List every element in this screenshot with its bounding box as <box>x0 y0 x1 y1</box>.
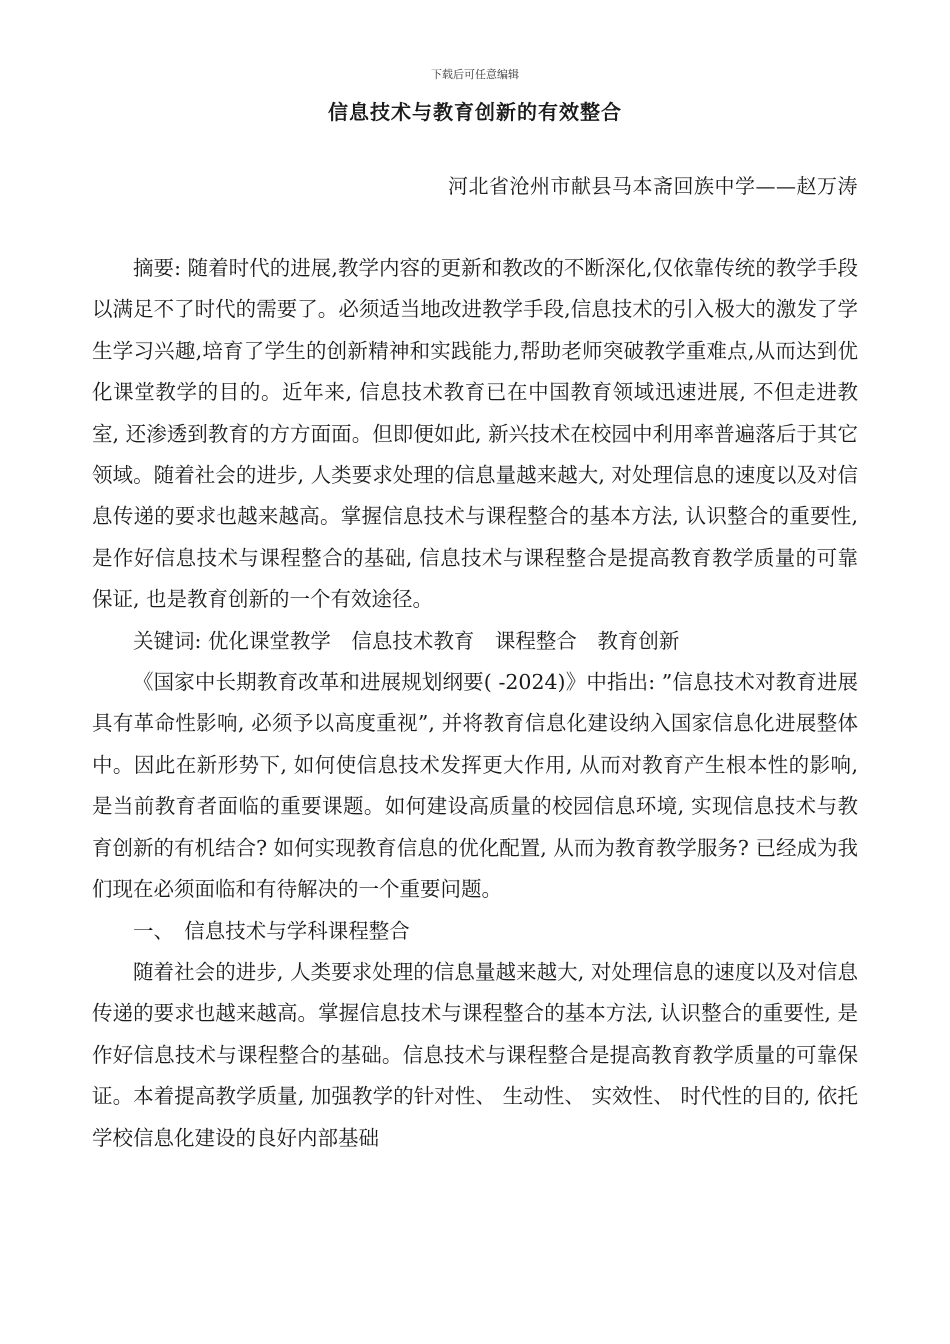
document-title: 信息技术与教育创新的有效整合 <box>328 100 622 124</box>
section-paragraph: 随着社会的进步, 人类要求处理的信息量越来越大, 对处理信息的速度以及对信息传递的要求也越来越高。掌握信息技术与课程整合的基本方法, 认识整合的重要性, 是作好信息技术与课程整合的基础。信息技术与课程整合是提高教育教学质量的可靠保证。本着提高教学质量, 加强教学的针对性、 生动性、 实效性、 时代性的目的, 依托学校信息化建设的良好内部基础 <box>92 959 858 1150</box>
keywords-line: 关键词: 优化课堂教学 信息技术教育 课程整合 教育创新 <box>133 628 680 653</box>
section-heading: 一、 信息技术与学科课程整合 <box>133 918 410 943</box>
abstract-paragraph: 摘要: 随着时代的进展,教学内容的更新和教改的不断深化,仅依靠传统的教学手段以满足不了时代的需要了。必须适当地改进教学手段,信息技术的引入极大的激发了学生学习兴趣,培育了学生的创新精神和实践能力,帮助老师突破教学重难点,从而达到优化课堂教学的目的。近年来, 信息技术教育已在中国教育领域迅速进展, 不但走进教室, 还渗透到教育的方方面面。但即便如此, 新兴技术在校园中利用率普遍落后于其它领域。随着社会的进步, 人类要求处理的信息量越来越大, 对处理信息的速度以及对信息传递的要求也越来越高。掌握信息技术与课程整合的基本方法, 认识整合的重要性, 是作好信息技术与课程整合的基础, 信息技术与课程整合是提高教育教学质量的可靠保证, 也是教育创新的一个有效途径。 <box>92 256 858 612</box>
intro-paragraph: 《国家中长期教育改革和进展规划纲要( -2024)》中指出: ”信息技术对教育进展具有革命性影响, 必须予以高度重视”, 并将教育信息化建设纳入国家信息化进展整体中。因此在新形势下, 如何使信息技术发挥更大作用, 从而对教育产生根本性的影响, 是当前教育者面临的重要课题。如何建设高质量的校园信息环境, 实现信息技术与教育创新的有机结合? 如何实现教育信息的优化配置, 从而为教育教学服务? 已经成为我们现在必须面临和有待解决的一个重要问题。 <box>92 670 858 902</box>
document-body <box>92 248 858 1159</box>
author-line: 河北省沧州市献县马本斋回族中学——赵万涛 <box>448 174 858 198</box>
header-note: 下载后可任意编辑 <box>431 68 519 81</box>
